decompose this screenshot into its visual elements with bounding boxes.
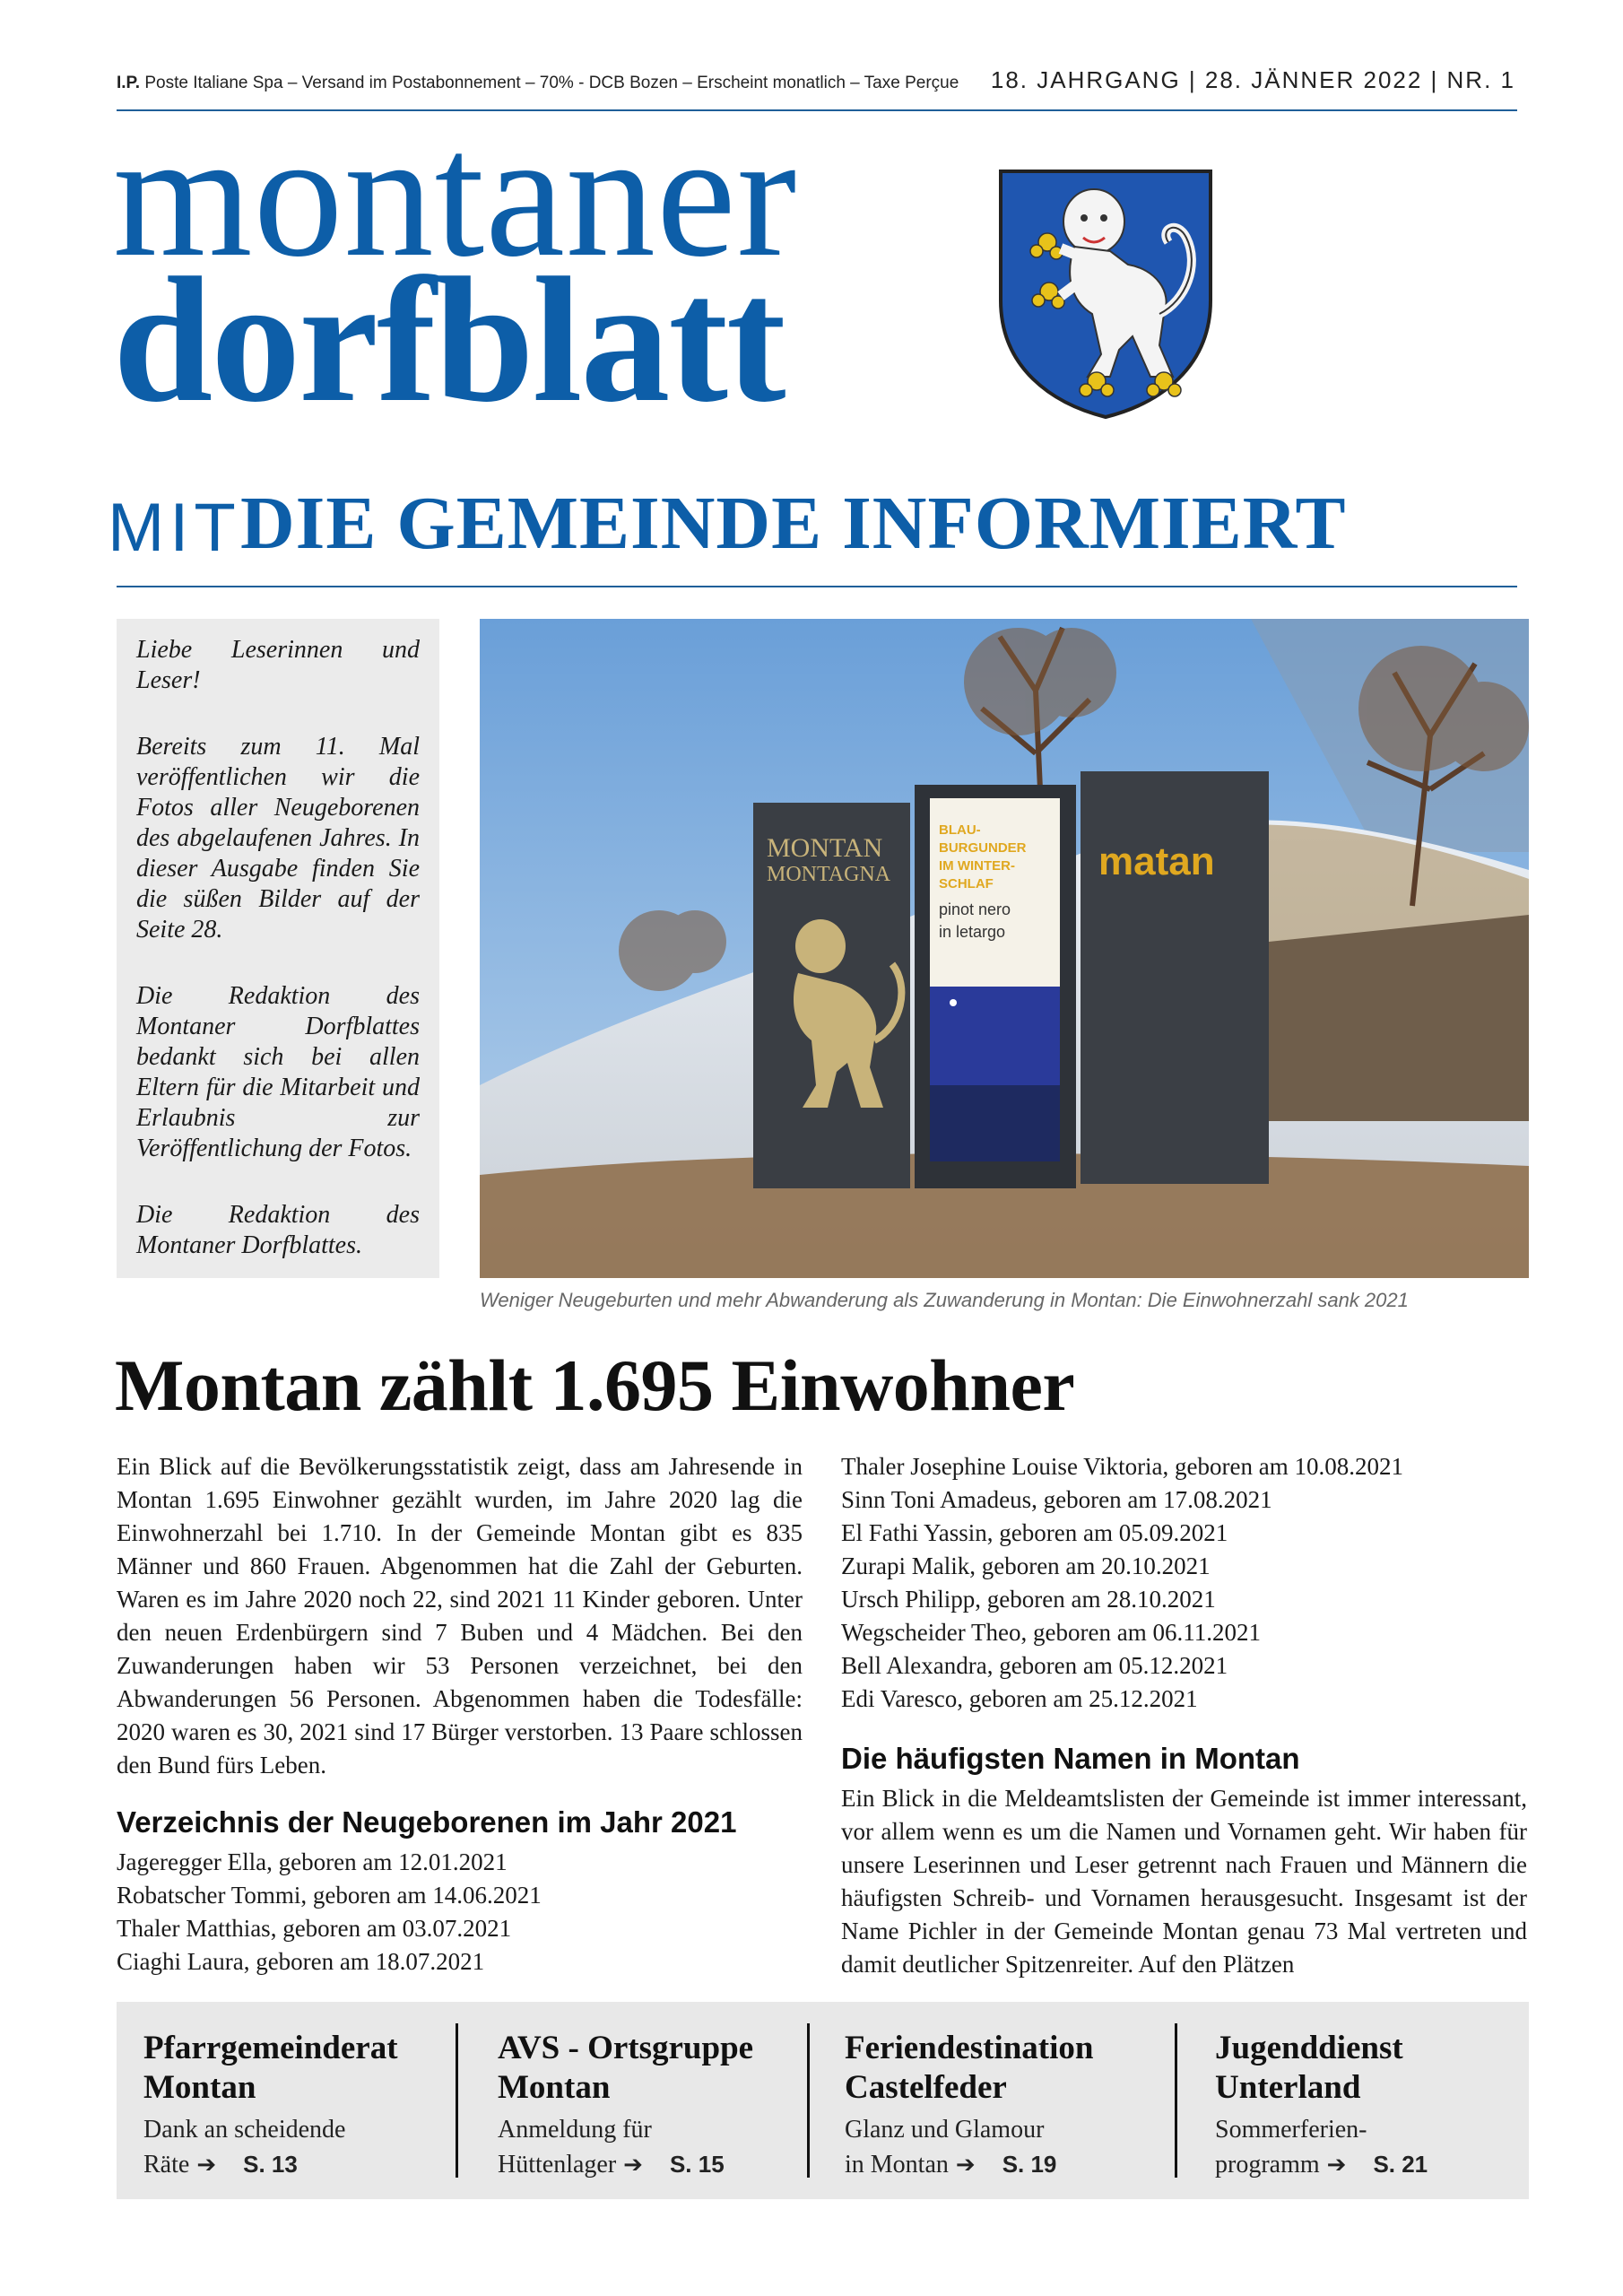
teaser-title: Montan [498,2069,611,2106]
teaser-title: Castelfeder [845,2069,1007,2106]
teaser-item[interactable] [143,2029,398,2182]
teaser-desc: Räte [143,2151,190,2179]
teaser-desc: programm [1215,2151,1320,2179]
masthead-title-line2: dorfblatt [113,241,785,439]
teaser-page: S. 13 [243,2151,298,2178]
teaser-title: Unterland [1215,2069,1361,2106]
teaser-desc: in Montan [845,2151,949,2179]
supplement-prefix: MIT [108,490,241,566]
list-item: Sinn Toni Amadeus, geboren am 17.08.2021 [841,1486,1272,1513]
list-item: Ciaghi Laura, geboren am 18.07.2021 [117,1948,485,1975]
teaser-desc: Anmeldung für [498,2116,652,2144]
article-headline: Montan zählt 1.695 Einwohner [115,1344,1075,1426]
sign-text-mid: in letargo [939,923,1006,941]
article-intro [117,1450,803,1782]
arrow-right-icon: ➔ [623,2152,643,2178]
names-section [841,1782,1527,1981]
coat-of-arms-logo [994,166,1218,422]
sign-text-montagna: MONTAGNA [767,863,891,886]
letter-greeting: Liebe Leserinnen und Leser! [136,636,420,694]
photo-caption: Weniger Neugeburten und mehr Abwanderung als Zuwanderung in Montan: Die Einwohnerzahl sank 2021 [480,1289,1409,1311]
list-item: El Fathi Yassin, geboren am 05.09.2021 [841,1519,1228,1546]
teaser-page: S. 15 [669,2151,725,2178]
teaser-desc: Hüttenlager [498,2151,617,2179]
list-item: Wegscheider Theo, geboren am 06.11.2021 [841,1619,1261,1646]
teaser-item[interactable] [498,2029,753,2182]
letter-paragraph: Die Redaktion des Montaner Dorfblattes bedankt sich bei allen Eltern für die Mitarbeit und Erlaubnis zur Veröffentlichung der Fotos. [136,982,420,1162]
births-list-left [117,1846,798,1979]
sign-text-mid: SCHLAF [939,876,994,891]
teaser-bar [117,2002,1529,2199]
list-item: Zurapi Malik, geboren am 20.10.2021 [841,1552,1211,1579]
teaser-desc: Glanz und Glamour [845,2116,1045,2144]
teaser-title: AVS - Ortsgruppe [498,2030,754,2066]
sign-text-mid: IM WINTER- [939,858,1015,874]
village-sign-photo [480,619,1529,1278]
list-item: Bell Alexandra, geboren am 05.12.2021 [841,1652,1228,1679]
supplement-title: DIE GEMEINDE INFORMIERT [240,482,1347,565]
list-item: Thaler Matthias, geboren am 03.07.2021 [117,1915,512,1942]
list-item: Jageregger Ella, geboren am 12.01.2021 [117,1848,508,1875]
teaser-desc: Sommerferien- [1215,2116,1367,2144]
teaser-item[interactable] [845,2029,1093,2182]
names-text: Ein Blick in die Meldeamtslisten der Gemeinde ist immer interessant, vor allem wenn es um die Namen und Vornamen geht. Wir haben für unsere Leserinnen und Leser getrennt nach Frauen und Männern die häufigsten Schreib- und Vornamen herausgesucht. Insgesamt ist der Name Pichler in der Gemeinde Montan genau 73 Mal vertreten und damit deutlicher Spitzenreiter. Auf den Plätzen [841,1785,1527,1978]
list-item: Ursch Philipp, geboren am 28.10.2021 [841,1586,1216,1613]
letter-signature: Die Redaktion des Montaner Dorfblattes. [136,1201,420,1259]
teaser-page: S. 21 [1373,2151,1428,2178]
teaser-title: Jugenddienst [1215,2030,1403,2066]
teaser-title: Feriendestination [845,2030,1094,2066]
births-heading: Verzeichnis der Neugeborenen im Jahr 2021 [117,1805,737,1839]
teaser-title: Montan [143,2069,256,2106]
sign-text-mid: BLAU- [939,822,981,838]
names-heading: Die häufigsten Namen in Montan [841,1742,1300,1775]
masthead-title-line1: montaner [113,96,798,294]
teaser-page: S. 19 [1002,2151,1057,2178]
letter-paragraph: Bereits zum 11. Mal veröffentlichen wir die Fotos aller Neugeborenen des abgelaufenen Jahres. In dieser Ausgabe finden Sie die süßen Bilder auf der Seite 28. [136,733,420,944]
list-item: Edi Varesco, geboren am 25.12.2021 [841,1685,1198,1712]
sign-text-mid: BURGUNDER [939,840,1027,856]
arrow-right-icon: ➔ [196,2152,217,2178]
teaser-item[interactable] [1215,2029,1428,2182]
article-intro-text: Ein Blick auf die Bevölkerungsstatistik zeigt, dass am Jahresende in Montan 1.695 Einwohner gezählt wurden, im Jahre 2020 lag die Einwohnerzahl bei 1.710. In der Gemeinde Montan gibt es 835 Männer und 860 Frauen. Abgenommen hat die Zahl der Geburten. Waren es im Jahre 2020 noch 22, sind 2021 11 Kinder geboren. Unter den neuen Erdenbürgern sind 7 Buben und 4 Mädchen. Bei den Zuwanderungen haben wir 53 Personen verzeichnet, bei den Abwanderungen 56 Personen. Abgenommen haben die Todesfälle: 2020 waren es 30, 2021 sind 17 Bürger verstorben. 13 Paare schlossen den Bund fürs Leben. [117,1453,803,1779]
sign-text-mid: pinot nero [939,900,1011,918]
teaser-desc: Dank an scheidende [143,2116,346,2144]
teaser-title: Pfarrgemeinderat [143,2030,398,2066]
teaser-divider [807,2023,810,2178]
list-item: Robatscher Tommi, geboren am 14.06.2021 [117,1882,542,1909]
postal-notice [117,74,959,93]
births-list-right [841,1450,1523,1716]
masthead-divider [117,586,1517,587]
postal-prefix: I.P. [117,74,141,92]
arrow-right-icon: ➔ [955,2152,976,2178]
arrow-right-icon: ➔ [1326,2152,1347,2178]
issue-info: 18. JAHRGANG | 28. JÄNNER 2022 | NR. 1 [990,66,1515,93]
sign-text-matan: matan [1098,839,1215,883]
sign-text-montan: MONTAN [767,833,883,863]
teaser-divider [456,2023,458,2178]
list-item: Thaler Josephine Louise Viktoria, geboren am 10.08.2021 [841,1453,1403,1480]
editor-letter-box [117,619,439,1278]
postal-text: Poste Italiane Spa – Versand im Postabonnement – 70% - DCB Bozen – Erscheint monatlich – Taxe Perçue [144,74,959,92]
teaser-divider [1175,2023,1177,2178]
